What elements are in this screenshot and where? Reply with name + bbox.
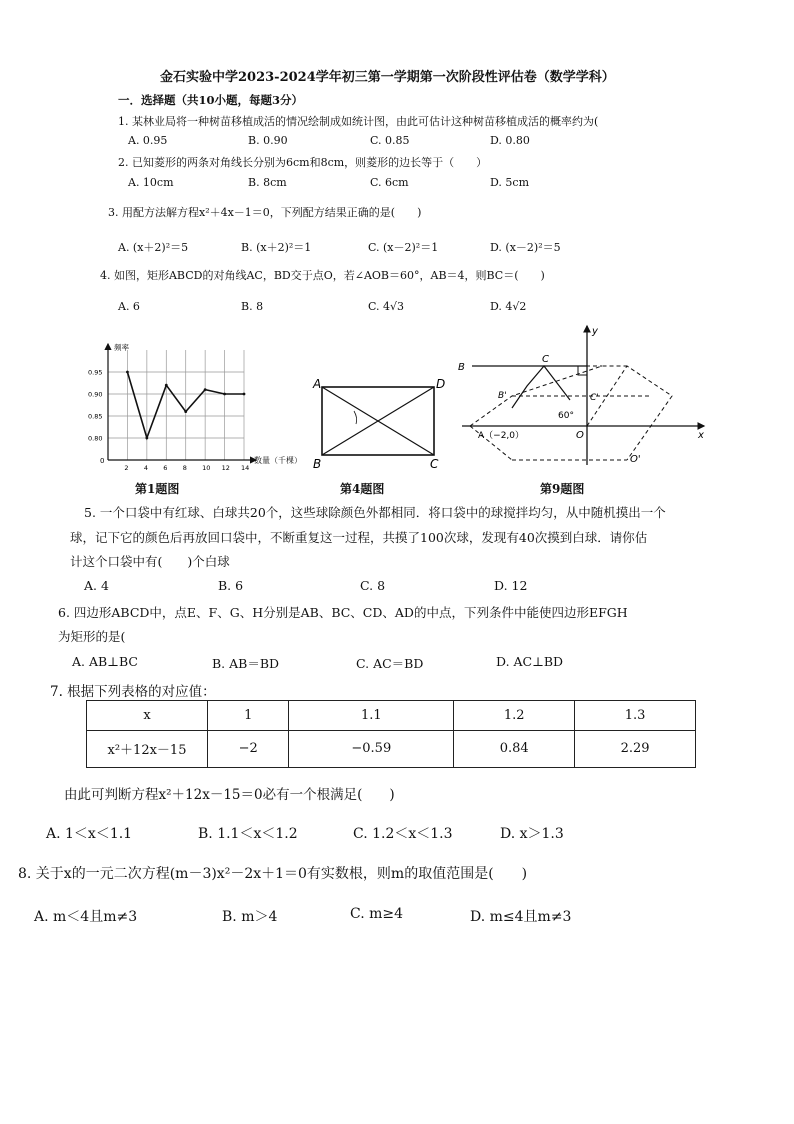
- angle-60: 60°: [558, 411, 574, 421]
- q4-option-c[interactable]: C. 4√3: [368, 300, 405, 313]
- figure-9-coordinate: [452, 320, 712, 470]
- data-point: [165, 384, 168, 387]
- q7-option-c[interactable]: C. 1.2＜x＜1.3: [353, 826, 453, 842]
- q8-option-b[interactable]: B. m＞4: [222, 909, 278, 925]
- table-row: [87, 730, 696, 767]
- y-tick-label: 0.85: [88, 412, 103, 421]
- y-tick-label: 0.95: [88, 368, 103, 377]
- label-d: D: [436, 377, 446, 391]
- q1-option-b[interactable]: B. 0.90: [248, 134, 288, 147]
- question-6-line-1: 6. 四边形ABCD中，点E、F、G、H分别是AB、BC、CD、AD的中点，下列条件中能使四边形EFGH: [58, 605, 628, 620]
- section-heading: 一．选择题（共10小题，每题3分）: [118, 93, 304, 107]
- label-x: x: [698, 430, 704, 441]
- q5-option-b[interactable]: B. 6: [218, 578, 244, 593]
- x-tick-label: 2: [124, 464, 129, 472]
- q2-option-d[interactable]: D. 5cm: [490, 176, 530, 189]
- table-cell: 1.3: [575, 701, 696, 731]
- table-cell: 1: [208, 701, 289, 731]
- question-2-stem: 2. 已知菱形的两条对角线长分别为6cm和8cm，则菱形的边长等于（ ）: [118, 156, 488, 169]
- question-1-stem: 1. 某林业局将一种树苗移植成活的情况绘制成如统计图，由此可估计这种树苗移植成活的概率约为(: [118, 115, 599, 128]
- q1-option-c[interactable]: C. 0.85: [370, 134, 410, 147]
- q6-option-a[interactable]: A. AB⊥BC: [72, 654, 138, 669]
- figure-4-rectangle: [310, 376, 450, 470]
- label-c: C: [542, 354, 549, 365]
- table-cell: x²＋12x－15: [87, 730, 208, 767]
- table-cell: 1.2: [454, 701, 575, 731]
- angle-mark: [354, 411, 357, 424]
- q2-option-b[interactable]: B. 8cm: [248, 176, 287, 189]
- q8-option-c[interactable]: C. m≥4: [350, 906, 404, 922]
- q6-option-b[interactable]: B. AB＝BD: [212, 656, 280, 671]
- q4-option-a[interactable]: A. 6: [118, 300, 140, 313]
- dashed-parallelogram-right: [587, 366, 672, 460]
- table-cell: x: [87, 701, 208, 731]
- data-point: [204, 388, 207, 391]
- question-5-line-3: 计这个口袋中有( )个白球: [70, 554, 230, 569]
- q5-option-a[interactable]: A. 4: [84, 578, 109, 593]
- q4-option-d[interactable]: D. 4√2: [490, 300, 527, 313]
- label-b-prime: B': [498, 391, 507, 401]
- question-6-line-2: 为矩形的是(: [58, 629, 126, 644]
- table-row: [87, 701, 696, 731]
- label-a-coord: A（−2,0）: [478, 431, 525, 441]
- question-7-conclusion: 由此可判断方程x²＋12x－15＝0必有一个根满足( ): [64, 787, 395, 803]
- table-cell: 0.84: [454, 730, 575, 767]
- values-table: [86, 700, 696, 768]
- table-cell: −0.59: [289, 730, 454, 767]
- q2-option-c[interactable]: C. 6cm: [370, 176, 409, 189]
- x-tick-label: 12: [221, 464, 230, 472]
- data-point: [223, 393, 226, 396]
- q1-option-d[interactable]: D. 0.80: [490, 134, 530, 147]
- figure-1-caption: 第1题图: [135, 482, 180, 496]
- origin-label: 0: [100, 457, 105, 465]
- x-tick-label: 8: [182, 464, 187, 472]
- q5-option-c[interactable]: C. 8: [360, 578, 386, 593]
- q6-option-d[interactable]: D. AC⊥BD: [496, 654, 564, 669]
- question-5-line-2: 球，记下它的颜色后再放回口袋中，不断重复这一过程，共摸了100次球，发现有40次摸到白球．请你估: [70, 530, 648, 545]
- label-b: B: [458, 362, 465, 373]
- figure-4-caption: 第4题图: [340, 482, 385, 496]
- q8-option-d[interactable]: D. m≤4且m≠3: [470, 909, 572, 925]
- table-cell: 1.1: [289, 701, 454, 731]
- label-o: O: [576, 430, 584, 441]
- q4-option-b[interactable]: B. 8: [241, 300, 264, 313]
- figure-1-chart: [84, 336, 270, 476]
- x-tick-label: 6: [163, 464, 168, 472]
- data-point: [243, 393, 246, 396]
- question-7-stem: 7. 根据下列表格的对应值：: [50, 684, 216, 700]
- data-point: [145, 437, 148, 440]
- q6-option-c[interactable]: C. AC＝BD: [356, 656, 424, 671]
- y-tick-label: 0.80: [88, 434, 103, 443]
- q3-option-a[interactable]: A. (x＋2)²＝5: [118, 241, 189, 254]
- q8-option-a[interactable]: A. m＜4且m≠3: [34, 909, 138, 925]
- label-c: C: [430, 457, 439, 470]
- label-b: B: [313, 457, 322, 470]
- question-3-stem: 3. 用配方法解方程x²＋4x－1＝0，下列配方结果正确的是( ): [108, 206, 422, 219]
- label-y: y: [592, 326, 598, 337]
- q7-option-d[interactable]: D. x＞1.3: [500, 826, 564, 842]
- q5-option-d[interactable]: D. 12: [494, 578, 528, 593]
- q1-option-a[interactable]: A. 0.95: [128, 134, 168, 147]
- data-point: [126, 371, 129, 374]
- label-c-prime: C': [590, 393, 599, 403]
- y-tick-label: 0.90: [88, 390, 103, 399]
- x-axis-label: 数量（千棵）: [254, 456, 302, 465]
- x-tick-label: 14: [241, 464, 250, 472]
- x-tick-label: 4: [143, 464, 148, 472]
- question-8-stem: 8. 关于x的一元二次方程(m－3)x²－2x＋1＝0有实数根，则m的取值范围是( ): [18, 866, 528, 882]
- q7-option-b[interactable]: B. 1.1＜x＜1.2: [198, 826, 298, 842]
- q3-option-d[interactable]: D. (x－2)²＝5: [490, 241, 561, 254]
- triangle-shape: [512, 366, 570, 408]
- table-cell: −2: [208, 730, 289, 767]
- question-5-line-1: 5. 一个口袋中有红球、白球共20个，这些球除颜色外都相同．将口袋中的球搅拌均匀，从中随机摸出一个: [84, 505, 666, 520]
- q2-option-a[interactable]: A. 10cm: [128, 176, 174, 189]
- question-4-stem: 4. 如图，矩形ABCD的对角线AC，BD交于点O，若∠AOB＝60°，AB＝4，则BC＝( ): [100, 269, 545, 282]
- q7-option-a[interactable]: A. 1＜x＜1.1: [46, 826, 133, 842]
- table-cell: 2.29: [575, 730, 696, 767]
- y-axis-label: 频率: [114, 343, 129, 352]
- x-tick-label: 10: [202, 464, 211, 472]
- data-point: [184, 410, 187, 413]
- label-o-prime: O': [630, 454, 641, 465]
- label-a: A: [313, 377, 322, 391]
- exam-title: 金石实验中学2023-2024学年初三第一学期第一次阶段性评估卷（数学学科）: [160, 70, 615, 85]
- q3-option-c[interactable]: C. (x－2)²＝1: [368, 241, 439, 254]
- figure-9-caption: 第9题图: [540, 482, 585, 496]
- q3-option-b[interactable]: B. (x＋2)²＝1: [241, 241, 312, 254]
